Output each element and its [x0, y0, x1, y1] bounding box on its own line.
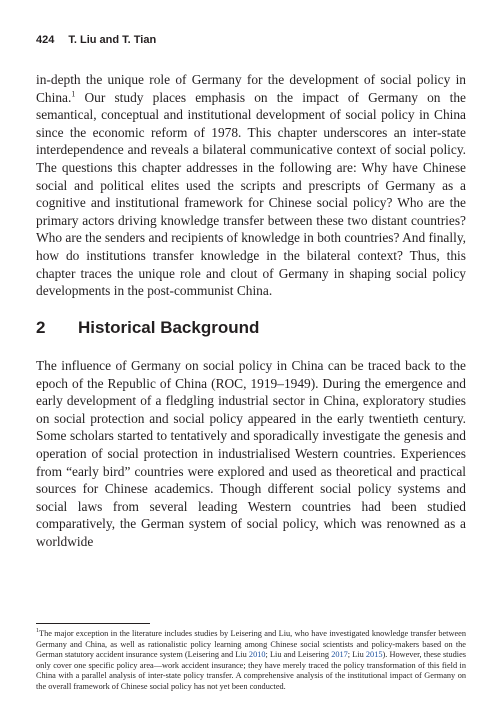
footnote-reference[interactable]: 1	[71, 89, 76, 99]
body-paragraph-1	[36, 71, 466, 300]
footnote-text-2: ; Liu and Leisering	[265, 650, 332, 660]
running-head	[36, 34, 156, 46]
citation-link-2017[interactable]: 2017	[331, 650, 348, 660]
paragraph-1-text-a: in-depth the unique role of Germany for the development of social policy in China.	[36, 72, 466, 105]
footnote-text-3: ; Liu	[347, 650, 366, 660]
footnote-divider	[36, 623, 150, 624]
citation-link-2015[interactable]: 2015	[365, 650, 383, 660]
section-number: 2	[36, 318, 46, 337]
paragraph-1-text-b: Our study places emphasis on the impact of Germany on the semantical, conceptual and institutional development of social policy in China since the economic reform of 1978. This chapter underscores an inter-state interdependence and reveals a bilateral communicative context of social policy. The questions this chapter addresses in the following are: Why have Chinese social and political elites used the scripts and prescripts of Germany as a cognitive and institutional framework for Chinese social policy? Who are the primary actors driving knowledge transfer between these two distant countries? Who are the senders and recipients of knowledge in both countries? And finally, how do institutions transfer knowledge in the bilateral context? Thus, this chapter traces the unique role and clout of Germany in shaping social policy developments in the post-communist China.	[36, 89, 466, 299]
body-paragraph-2: The influence of Germany on social policy in China can be traced back to the epoch of the Republic of China (ROC, 1919–1949). During the emergence and early development of a fledgling industrial sector in China, exploratory studies on social protection and social policy appeared in the early twentieth century. Some scholars started to tentatively and sporadically investigate the genesis and operation of social protection in industrialised Western countries. Experiences from “early bird” countries were explored and used as theoretical and practical sources for Chinese academics. Though different social policy systems and social laws from several leading Western countries had been studied comparatively, the German system of social policy, which was renowned as a worldwide	[36, 358, 466, 549]
footnote-text-4: ). However, these studies only cover one specific policy area—work accident insurance; they have merely traced the policy transformation of this field in China with a parallel analysis of inter-state policy transfer. A comprehensive analysis of the institutional impact of Germany on the overall framework of Chinese social policy has not yet been conducted.	[36, 650, 466, 691]
section-title: Historical Background	[78, 318, 260, 337]
running-head-authors: T. Liu and T. Tian	[68, 34, 157, 46]
footnote	[36, 629, 466, 693]
footnote-text-1: The major exception in the literature includes studies by Leisering and Liu, who have investigated knowledge transfer between Germany and China, as well as rationalistic policy learning among Chinese social scientists and policy-makers based on the German statutory accident insurance system (Leisering and Liu	[36, 629, 466, 660]
section-heading	[36, 318, 259, 338]
footnote-marker: 1	[36, 628, 39, 635]
page-number: 424	[36, 34, 55, 46]
citation-link-2010[interactable]: 2010	[248, 650, 266, 660]
